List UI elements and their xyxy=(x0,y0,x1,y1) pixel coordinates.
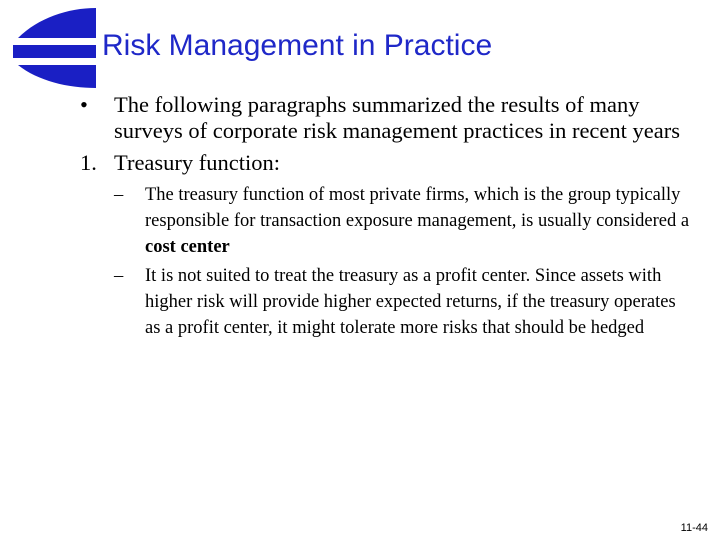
slide-title: Risk Management in Practice xyxy=(102,29,493,62)
bullet-text: The following paragraphs summarized the results of many surveys of corporate risk management practices in recent years xyxy=(114,92,681,143)
sub-item-2-text: It is not suited to treat the treasury as a profit center. Since assets with higher risk will provide higher expected returns, if the treasury operates as a profit center, it might tolerate more risks that should be hedged xyxy=(145,266,676,338)
bullet-marker: • xyxy=(80,92,88,117)
numbered-item xyxy=(80,150,690,176)
slide-body xyxy=(80,92,690,344)
cost-center-emphasis: cost center xyxy=(145,237,230,257)
sub-item-2 xyxy=(114,263,690,341)
number-marker: 1. xyxy=(80,150,97,175)
dash-marker: – xyxy=(114,185,124,205)
sub-item-1-text: The treasury function of most private firms, which is the group typically responsible for transaction exposure management, is usually considered a xyxy=(145,185,690,231)
sub-item-1 xyxy=(114,182,690,260)
numbered-text: Treasury function: xyxy=(114,150,281,175)
dash-marker: – xyxy=(114,266,124,286)
page-number: 11-44 xyxy=(680,522,708,534)
slide-logo xyxy=(10,6,96,90)
bullet-item xyxy=(80,92,690,144)
